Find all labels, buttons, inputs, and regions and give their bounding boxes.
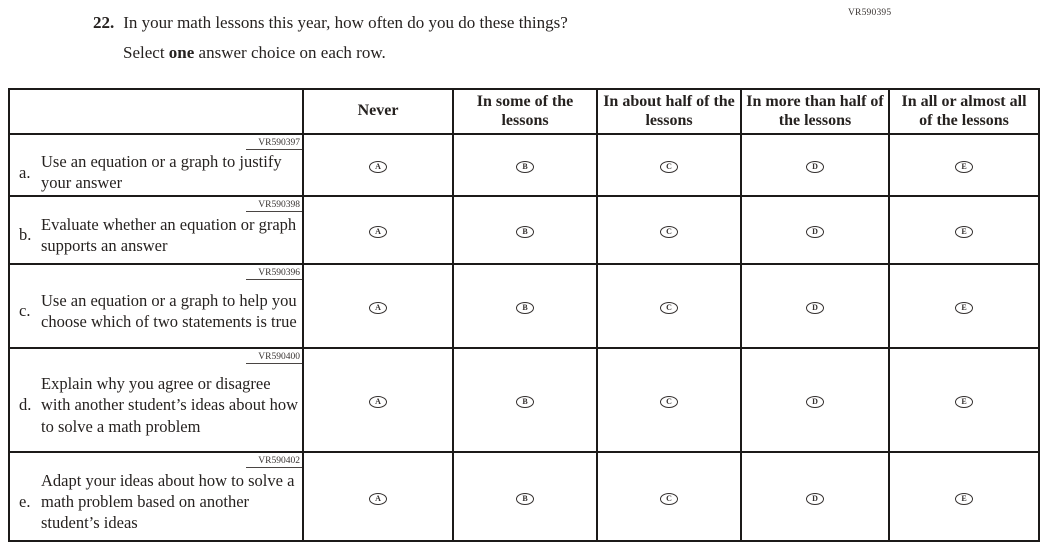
- answer-bubble-c[interactable]: C: [660, 493, 678, 505]
- answer-bubble-c[interactable]: C: [660, 226, 678, 238]
- answer-bubble-e[interactable]: E: [955, 161, 973, 173]
- answer-bubble-a[interactable]: A: [369, 396, 387, 408]
- answer-cell: [889, 264, 1039, 348]
- row-text: Adapt your ideas about how to solve a math problem based on another student’s ideas: [41, 470, 295, 533]
- answer-cell: [741, 264, 889, 348]
- row-letter: e.: [19, 491, 31, 511]
- answer-bubble-e[interactable]: E: [955, 226, 973, 238]
- row-code: VR590402: [246, 455, 302, 468]
- instruction-bold-word: one: [168, 43, 195, 63]
- row-code: VR590400: [246, 351, 302, 364]
- column-header-more-than-half: In more than half of the lessons: [741, 89, 889, 134]
- column-header-all: In all or almost all of the lessons: [889, 89, 1039, 134]
- survey-table: [8, 88, 1040, 542]
- answer-cell: [453, 134, 597, 196]
- question-instruction: [123, 43, 813, 63]
- row-text: Use an equation or a graph to help you choose which of two statements is true: [41, 290, 297, 332]
- row-code: VR590397: [246, 137, 302, 150]
- form-code: VR590395: [848, 8, 892, 18]
- table-row: [9, 264, 1039, 348]
- answer-cell: [741, 348, 889, 452]
- answer-cell: [889, 134, 1039, 196]
- answer-bubble-d[interactable]: D: [806, 396, 824, 408]
- instruction-prefix: Select: [123, 43, 169, 63]
- table-row: [9, 348, 1039, 452]
- table-row: [9, 196, 1039, 264]
- row-label-cell: [9, 196, 303, 264]
- answer-bubble-a[interactable]: A: [369, 226, 387, 238]
- answer-cell: [889, 452, 1039, 541]
- answer-cell: [453, 196, 597, 264]
- answer-bubble-d[interactable]: D: [806, 161, 824, 173]
- column-header-never: Never: [303, 89, 453, 134]
- answer-bubble-e[interactable]: E: [955, 493, 973, 505]
- answer-cell: [741, 196, 889, 264]
- answer-cell: [453, 348, 597, 452]
- row-letter: a.: [19, 162, 31, 182]
- corner-cell: [9, 89, 303, 134]
- row-letter: c.: [19, 301, 31, 321]
- row-letter: b.: [19, 225, 32, 245]
- answer-cell: [453, 264, 597, 348]
- row-label-cell: [9, 452, 303, 541]
- column-header-some: In some of the lessons: [453, 89, 597, 134]
- header-row: [9, 89, 1039, 134]
- answer-cell: [597, 264, 741, 348]
- table-row: [9, 134, 1039, 196]
- row-code: VR590396: [246, 267, 302, 280]
- answer-cell: [303, 348, 453, 452]
- answer-cell: [889, 348, 1039, 452]
- survey-table-body: [9, 134, 1039, 541]
- answer-cell: [303, 196, 453, 264]
- answer-cell: [597, 348, 741, 452]
- answer-cell: [303, 264, 453, 348]
- answer-bubble-b[interactable]: B: [516, 302, 534, 314]
- row-label-cell: [9, 348, 303, 452]
- column-header-about-half: In about half of the lessons: [597, 89, 741, 134]
- answer-cell: [741, 452, 889, 541]
- answer-bubble-b[interactable]: B: [516, 226, 534, 238]
- question-block: [93, 13, 813, 63]
- answer-cell: [303, 134, 453, 196]
- row-text: Explain why you agree or disagree with another student’s ideas about how to solve a math problem: [41, 374, 299, 436]
- row-text: Use an equation or a graph to justify your answer: [41, 151, 282, 193]
- answer-bubble-b[interactable]: B: [516, 493, 534, 505]
- answer-bubble-b[interactable]: B: [516, 396, 534, 408]
- question-text: [93, 13, 813, 33]
- answer-bubble-a[interactable]: A: [369, 302, 387, 314]
- answer-bubble-c[interactable]: C: [660, 302, 678, 314]
- answer-bubble-e[interactable]: E: [955, 302, 973, 314]
- instruction-suffix: answer choice on each row.: [194, 43, 386, 63]
- answer-bubble-a[interactable]: A: [369, 161, 387, 173]
- answer-cell: [597, 452, 741, 541]
- answer-cell: [303, 452, 453, 541]
- answer-bubble-c[interactable]: C: [660, 161, 678, 173]
- answer-cell: [453, 452, 597, 541]
- answer-bubble-c[interactable]: C: [660, 396, 678, 408]
- answer-bubble-d[interactable]: D: [806, 302, 824, 314]
- row-code: VR590398: [246, 199, 302, 212]
- answer-bubble-b[interactable]: B: [516, 161, 534, 173]
- row-label-cell: [9, 134, 303, 196]
- answer-bubble-d[interactable]: D: [806, 493, 824, 505]
- question-body: In your math lessons this year, how often do you do these things?: [123, 13, 568, 32]
- answer-cell: [889, 196, 1039, 264]
- question-number: 22.: [93, 13, 115, 32]
- answer-cell: [597, 134, 741, 196]
- answer-bubble-a[interactable]: A: [369, 493, 387, 505]
- answer-bubble-d[interactable]: D: [806, 226, 824, 238]
- answer-cell: [597, 196, 741, 264]
- answer-cell: [741, 134, 889, 196]
- table-row: [9, 452, 1039, 541]
- answer-bubble-e[interactable]: E: [955, 396, 973, 408]
- row-label-cell: [9, 264, 303, 348]
- row-letter: d.: [19, 395, 32, 415]
- row-text: Evaluate whether an equation or graph supports an answer: [41, 214, 297, 256]
